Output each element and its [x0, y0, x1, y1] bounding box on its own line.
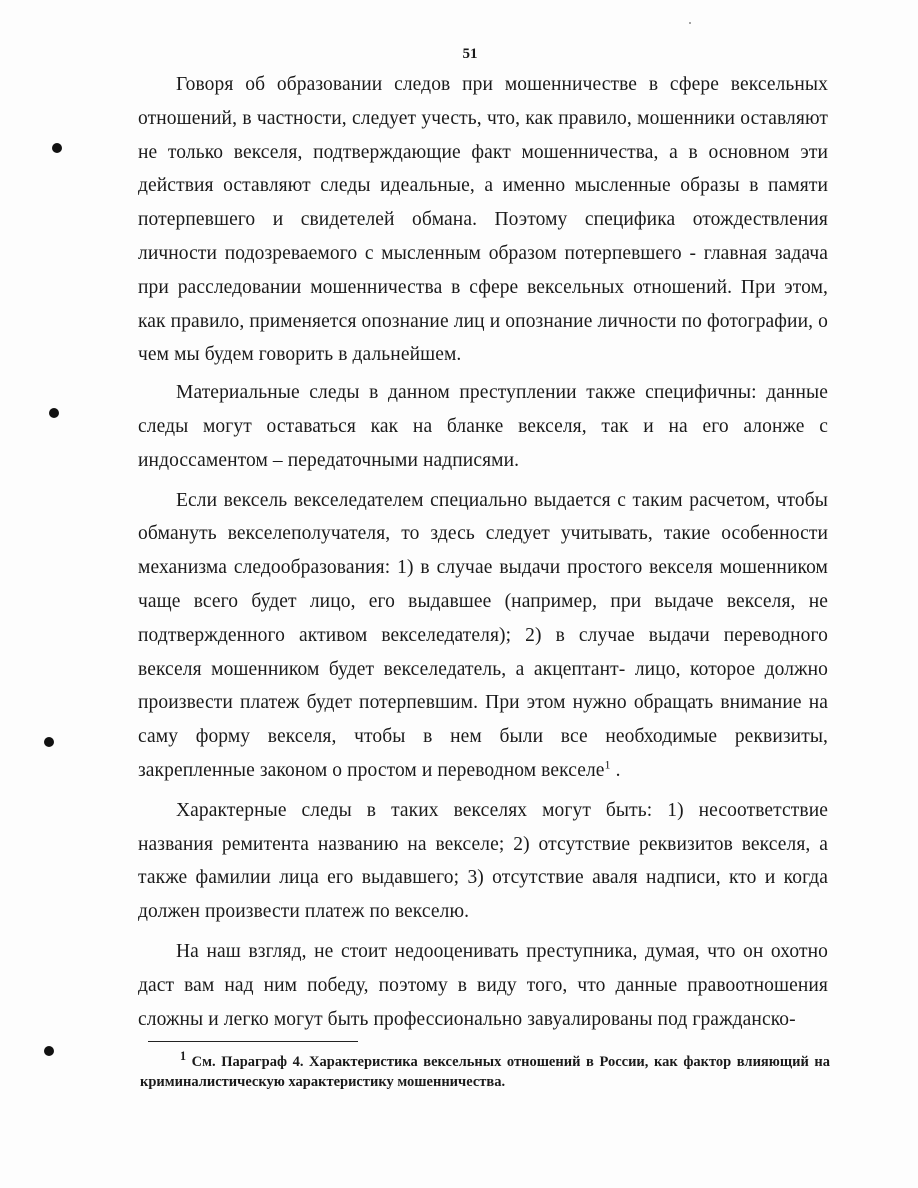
body-text [138, 68, 828, 1038]
scan-speck [689, 22, 691, 24]
paragraph: Материальные следы в данном преступлении также специфичны: данные следы могут оставаться как на бланке векселя, так и на его алонже с индоссаментом – передаточными надписями. [138, 382, 828, 471]
footnote-text: См. Параграф 4. Характеристика вексельных отношений в России, как фактор влияющий на криминалистическую характеристику мошенничества. [140, 1053, 830, 1090]
footnote-separator [148, 1041, 358, 1042]
footnote-mark: 1 [180, 1049, 187, 1063]
binder-hole-3 [44, 737, 54, 747]
paragraph-tail: . [610, 759, 621, 781]
footnote [140, 1046, 830, 1092]
binder-hole-2 [49, 408, 59, 418]
paragraph: Характерные следы в таких векселях могут быть: 1) несоответствие названия ремитента названию на векселе; 2) отсутствие реквизитов векселя, а также фамилии лица его выдавшего; 3) отсутствие аваля надписи, кто и когда должен произвести платеж по векселю. [138, 799, 828, 923]
paragraph [138, 484, 828, 788]
binder-hole-1 [52, 143, 62, 153]
footnote-reference[interactable]: 1 [604, 757, 611, 772]
page-number: 51 [462, 46, 478, 62]
binder-hole-4 [44, 1046, 54, 1056]
paragraph: На наш взгляд, не стоит недооценивать преступника, думая, что он охотно даст вам над ним победу, поэтому в виду того, что данные правоотношения сложны и легко могут быть профессионально завуалированы под гражданско- [138, 940, 828, 1030]
paragraph-text: Если вексель векселедателем специально выдается с таким расчетом, чтобы обмануть векселеполучателя, то здесь следует учитывать, такие особенности механизма следообразования: 1) в случае выдачи простого векселя мошенником чаще всего будет лицо, его выдавшее (например, при выдаче векселя, не подтвержденного активом векселедателя); 2) в случае выдачи переводного векселя мошенником будет векселедатель, а акцептант- лицо, которое должно произвести платеж будет потерпевшим. При этом нужно обращать внимание на саму форму векселя, чтобы в нем были все необходимые реквизиты, закрепленные законом о простом и переводном векселе [138, 489, 828, 781]
paragraph: Говоря об образовании следов при мошенничестве в сфере вексельных отношений, в частности, следует учесть, что, как правило, мошенники оставляют не только векселя, подтверждающие факт мошенничества, а в основном эти действия оставляют следы идеальные, а именно мысленные образы в памяти потерпевшего и свидетелей обмана. Поэтому специфика отождествления личности подозреваемого с мысленным образом потерпевшего - главная задача при расследовании мошенничества в сфере вексельных отношений. При этом, как правило, применяется опознание лиц и опознание личности по фотографии, о чем мы будем говорить в дальнейшем. [138, 74, 828, 366]
